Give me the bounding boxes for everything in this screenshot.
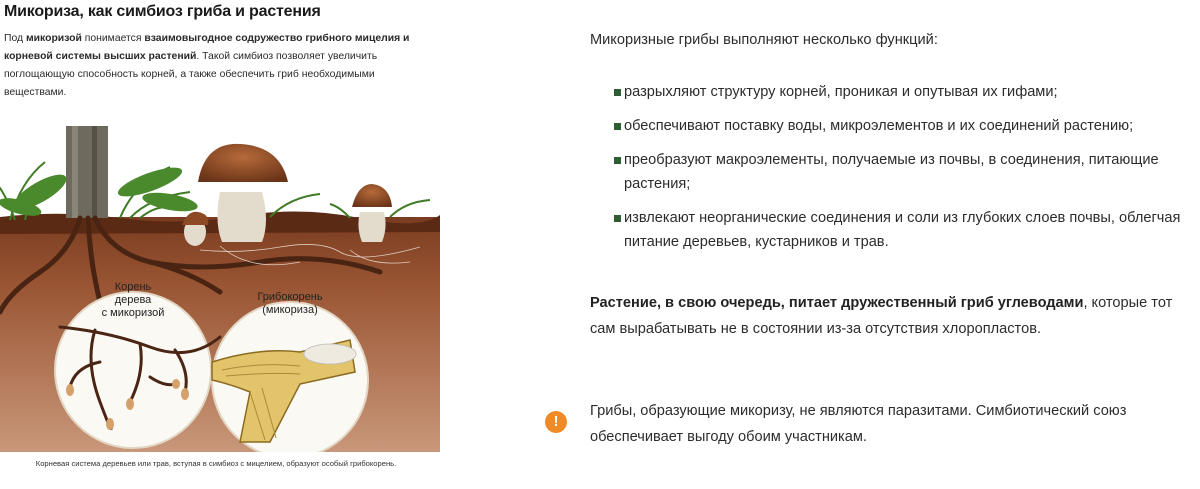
exclamation-icon: ! (545, 411, 567, 433)
illustration-caption: Корневая система деревьев или трав, вступая в симбиоз с мицелием, образуют особый грибокорень. (35, 459, 397, 468)
list-item (590, 148, 1190, 196)
plant-bold: Растение, в свою очередь, питает дружественный гриб углеводами (590, 295, 1084, 311)
intro-rest: . Такой симбиоз позволяет увеличить поглощающую способность корней, а также обеспечить гриб необходимыми веществами. (4, 51, 378, 98)
function-text: обеспечивают поставку воды, микроэлементов и их соединений растению; (624, 118, 1134, 134)
page-title: Микориза, как симбиоз гриба и растения (4, 3, 321, 20)
label-root-line-3: с микоризой (101, 307, 165, 319)
plant-paragraph (590, 290, 1190, 342)
plant-rest: , которые тот сам вырабатывать не в состоянии из-за отсутствия хлоропластов. (590, 295, 1173, 337)
square-bullet-icon (614, 215, 621, 222)
intro-prefix: Под (4, 33, 26, 44)
label-myco-line-1: Грибокорень (257, 291, 323, 303)
intro-mid: понимается (81, 33, 145, 44)
parasite-note: Грибы, образующие микоризу, не являются паразитами. Симбиотический союз обеспечивает выгоду обоим участникам. (590, 403, 1127, 445)
label-root-line-1: Корень (114, 281, 152, 293)
square-bullet-icon (614, 123, 621, 130)
square-bullet-icon (614, 157, 621, 164)
intro-term: микоризой (25, 33, 82, 44)
intro-definition: взаимовыгодное содружество грибного мицелия и корневой системы высших растений (4, 33, 410, 62)
functions-lead: Микоризные грибы выполняют несколько функций: (590, 32, 938, 48)
function-text: извлекают неорганические соединения и соли из глубоких слоев почвы, облегчая питание деревьев, кустарников и трав. (624, 210, 1181, 250)
tree-stump (66, 126, 108, 218)
list-item (590, 80, 1190, 104)
mycorrhiza-illustration (0, 122, 440, 452)
list-item (590, 114, 1190, 138)
function-text: преобразуют макроэлементы, получаемые из почвы, в соединения, питающие растения; (624, 152, 1159, 192)
intro-paragraph (4, 30, 424, 102)
list-item (590, 206, 1190, 254)
left-column (0, 0, 440, 489)
square-bullet-icon (614, 89, 621, 96)
label-root-line-2: дерева (114, 294, 152, 306)
right-column (553, 0, 1190, 489)
label-myco-line-2: (микориза) (262, 304, 318, 316)
functions-list (590, 80, 1190, 254)
function-text: разрыхляют структуру корней, проникая и опутывая их гифами; (624, 84, 1058, 100)
